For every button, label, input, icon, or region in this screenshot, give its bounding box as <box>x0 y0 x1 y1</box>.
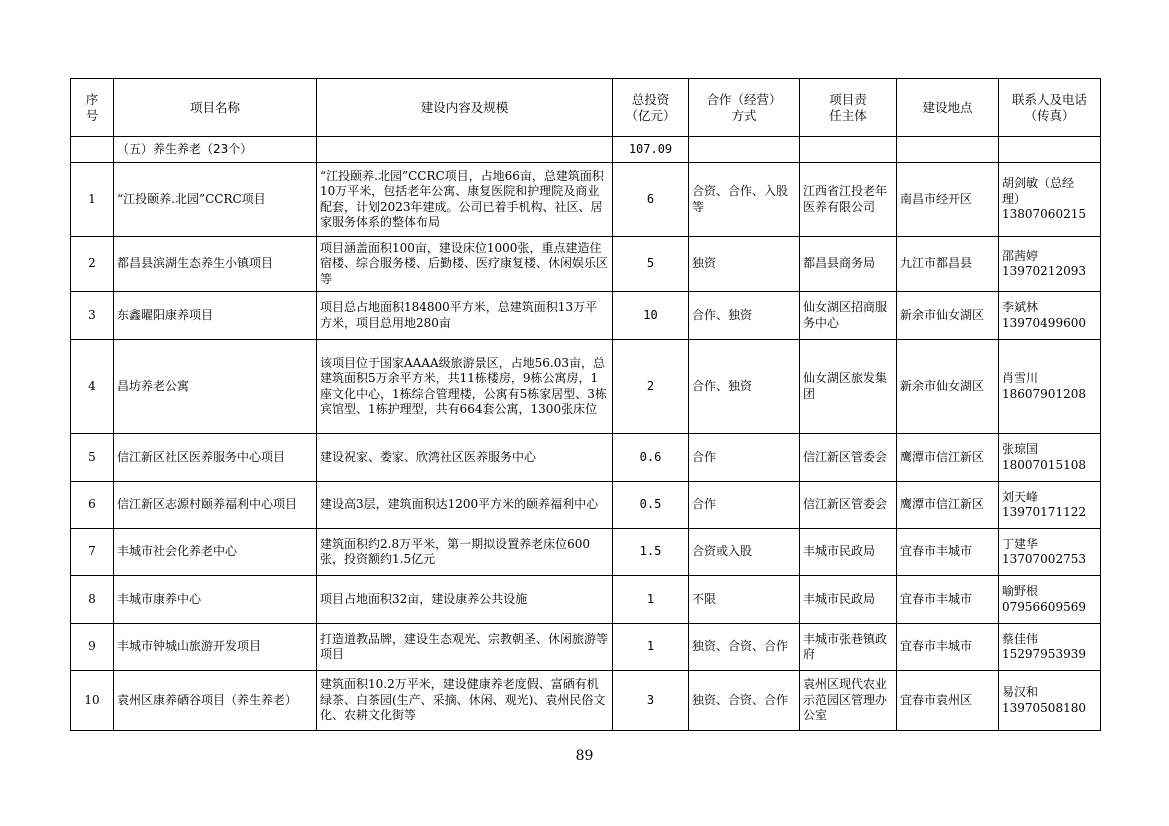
row-contact: 蔡佳伟 15297953939 <box>999 624 1101 671</box>
row-seq: 8 <box>71 576 114 624</box>
row-location: 鹰潭市信江新区 <box>897 434 999 482</box>
row-contact: 胡剑敏（总经理） 13807060215 <box>999 163 1101 237</box>
section-row <box>71 137 1101 163</box>
row-investment: 6 <box>613 163 689 237</box>
row-owner: 信江新区管委会 <box>800 434 897 482</box>
row-contact: 易汉和 13970508180 <box>999 671 1101 731</box>
project-table <box>70 78 1101 731</box>
header-content: 建设内容及规模 <box>317 79 613 137</box>
row-contact: 丁建华 13707002753 <box>999 529 1101 576</box>
row-name: 信江新区社区医养服务中心项目 <box>114 434 317 482</box>
row-investment: 0.5 <box>613 482 689 529</box>
row-location: 九江市都昌县 <box>897 237 999 292</box>
row-owner: 袁州区现代农业示范园区管理办公室 <box>800 671 897 731</box>
row-seq: 10 <box>71 671 114 731</box>
table-row <box>71 576 1101 624</box>
row-seq: 7 <box>71 529 114 576</box>
row-seq: 3 <box>71 292 114 340</box>
row-name: 信江新区志源村颐养福利中心项目 <box>114 482 317 529</box>
row-name: 丰城市钟城山旅游开发项目 <box>114 624 317 671</box>
row-investment: 3 <box>613 671 689 731</box>
row-investment: 1.5 <box>613 529 689 576</box>
row-location: 新余市仙女湖区 <box>897 292 999 340</box>
row-name: 丰城市康养中心 <box>114 576 317 624</box>
table-row <box>71 163 1101 237</box>
header-cooperation: 合作（经营） 方式 <box>689 79 800 137</box>
row-content: 打造道教品牌，建设生态观光、宗教朝圣、休闲旅游等项目 <box>317 624 613 671</box>
row-content: 项目占地面积32亩，建设康养公共设施 <box>317 576 613 624</box>
row-seq: 2 <box>71 237 114 292</box>
row-contact: 张琼国 18007015108 <box>999 434 1101 482</box>
row-location: 宜春市丰城市 <box>897 529 999 576</box>
row-content: 建筑面积约2.8万平米，第一期拟设置养老床位600张，投资额约1.5亿元 <box>317 529 613 576</box>
row-contact: 刘天峰 13970171122 <box>999 482 1101 529</box>
row-location: 宜春市袁州区 <box>897 671 999 731</box>
row-name: “江投颐养.北园”CCRC项目 <box>114 163 317 237</box>
row-cooperation: 不限 <box>689 576 800 624</box>
row-contact: 邵茜婷 13970212093 <box>999 237 1101 292</box>
row-content: “江投颐养.北园”CCRC项目，占地66亩，总建筑面积10万平米，包括老年公寓、康复医院和护理院及商业配套，计划2023年建成。公司已着手机构、社区、居家服务体系的整体布局 <box>317 163 613 237</box>
row-cooperation: 独资、合资、合作 <box>689 671 800 731</box>
row-content: 该项目位于国家AAAA级旅游景区，占地56.03亩，总建筑面积5万余平方米，共11栋楼房，9栋公寓房，1座文化中心，1栋综合管理楼，公寓有5栋家居型、3栋宾馆型、1栋护理型，共有664套公寓，1300张床位 <box>317 340 613 434</box>
section-total: 107.09 <box>613 137 689 163</box>
header-seq: 序 号 <box>71 79 114 137</box>
row-cooperation: 合作、独资 <box>689 340 800 434</box>
header-location: 建设地点 <box>897 79 999 137</box>
header-owner: 项目责 任主体 <box>800 79 897 137</box>
table-header-row <box>71 79 1101 137</box>
row-owner: 都昌县商务局 <box>800 237 897 292</box>
row-location: 宜春市丰城市 <box>897 624 999 671</box>
row-contact: 李斌林 13970499600 <box>999 292 1101 340</box>
row-owner: 仙女湖区招商服务中心 <box>800 292 897 340</box>
row-name: 东鑫曜阳康养项目 <box>114 292 317 340</box>
row-contact: 肖雪川 18607901208 <box>999 340 1101 434</box>
row-owner: 丰城市张巷镇政府 <box>800 624 897 671</box>
row-content: 建设祝家、娄家、欣湾社区医养服务中心 <box>317 434 613 482</box>
table-row <box>71 671 1101 731</box>
row-content: 建筑面积10.2万平米，建设健康养老度假、富硒有机绿茶、白茶园(生产、采摘、休闲、观光)、袁州民俗文化、农耕文化街等 <box>317 671 613 731</box>
header-name: 项目名称 <box>114 79 317 137</box>
row-investment: 5 <box>613 237 689 292</box>
row-seq: 9 <box>71 624 114 671</box>
header-contact: 联系人及电话 （传真） <box>999 79 1101 137</box>
row-cooperation: 独资、合资、合作 <box>689 624 800 671</box>
row-cooperation: 合作、独资 <box>689 292 800 340</box>
row-name: 都昌县滨湖生态养生小镇项目 <box>114 237 317 292</box>
row-seq: 6 <box>71 482 114 529</box>
section-title: （五）养生养老（23个） <box>114 137 317 163</box>
row-investment: 2 <box>613 340 689 434</box>
row-investment: 1 <box>613 624 689 671</box>
table-row <box>71 529 1101 576</box>
row-seq: 4 <box>71 340 114 434</box>
row-owner: 丰城市民政局 <box>800 576 897 624</box>
row-cooperation: 合作 <box>689 482 800 529</box>
row-contact: 喻野根 07956609569 <box>999 576 1101 624</box>
row-owner: 信江新区管委会 <box>800 482 897 529</box>
row-cooperation: 独资 <box>689 237 800 292</box>
row-location: 新余市仙女湖区 <box>897 340 999 434</box>
table-row <box>71 292 1101 340</box>
header-investment: 总投资 （亿元） <box>613 79 689 137</box>
table-row <box>71 624 1101 671</box>
row-seq: 1 <box>71 163 114 237</box>
row-owner: 仙女湖区旅发集团 <box>800 340 897 434</box>
row-location: 鹰潭市信江新区 <box>897 482 999 529</box>
row-owner: 江西省江投老年医养有限公司 <box>800 163 897 237</box>
row-investment: 0.6 <box>613 434 689 482</box>
row-name: 昌坊养老公寓 <box>114 340 317 434</box>
table-row <box>71 237 1101 292</box>
row-content: 项目总占地面积184800平方米，总建筑面积13万平方米，项目总用地280亩 <box>317 292 613 340</box>
row-name: 丰城市社会化养老中心 <box>114 529 317 576</box>
table-row <box>71 482 1101 529</box>
row-content: 建设高3层，建筑面积达1200平方米的颐养福利中心 <box>317 482 613 529</box>
row-seq: 5 <box>71 434 114 482</box>
page-number: 89 <box>575 748 594 764</box>
row-owner: 丰城市民政局 <box>800 529 897 576</box>
row-investment: 1 <box>613 576 689 624</box>
row-cooperation: 合作 <box>689 434 800 482</box>
row-location: 宜春市丰城市 <box>897 576 999 624</box>
row-investment: 10 <box>613 292 689 340</box>
row-cooperation: 合资、合作、入股等 <box>689 163 800 237</box>
table-row <box>71 434 1101 482</box>
row-location: 南昌市经开区 <box>897 163 999 237</box>
row-cooperation: 合资或入股 <box>689 529 800 576</box>
row-content: 项目涵盖面积100亩，建设床位1000张，重点建造住宿楼、综合服务楼、后勤楼、医疗康复楼、休闲娱乐区等 <box>317 237 613 292</box>
row-name: 袁州区康养硒谷项目（养生养老） <box>114 671 317 731</box>
table-row <box>71 340 1101 434</box>
